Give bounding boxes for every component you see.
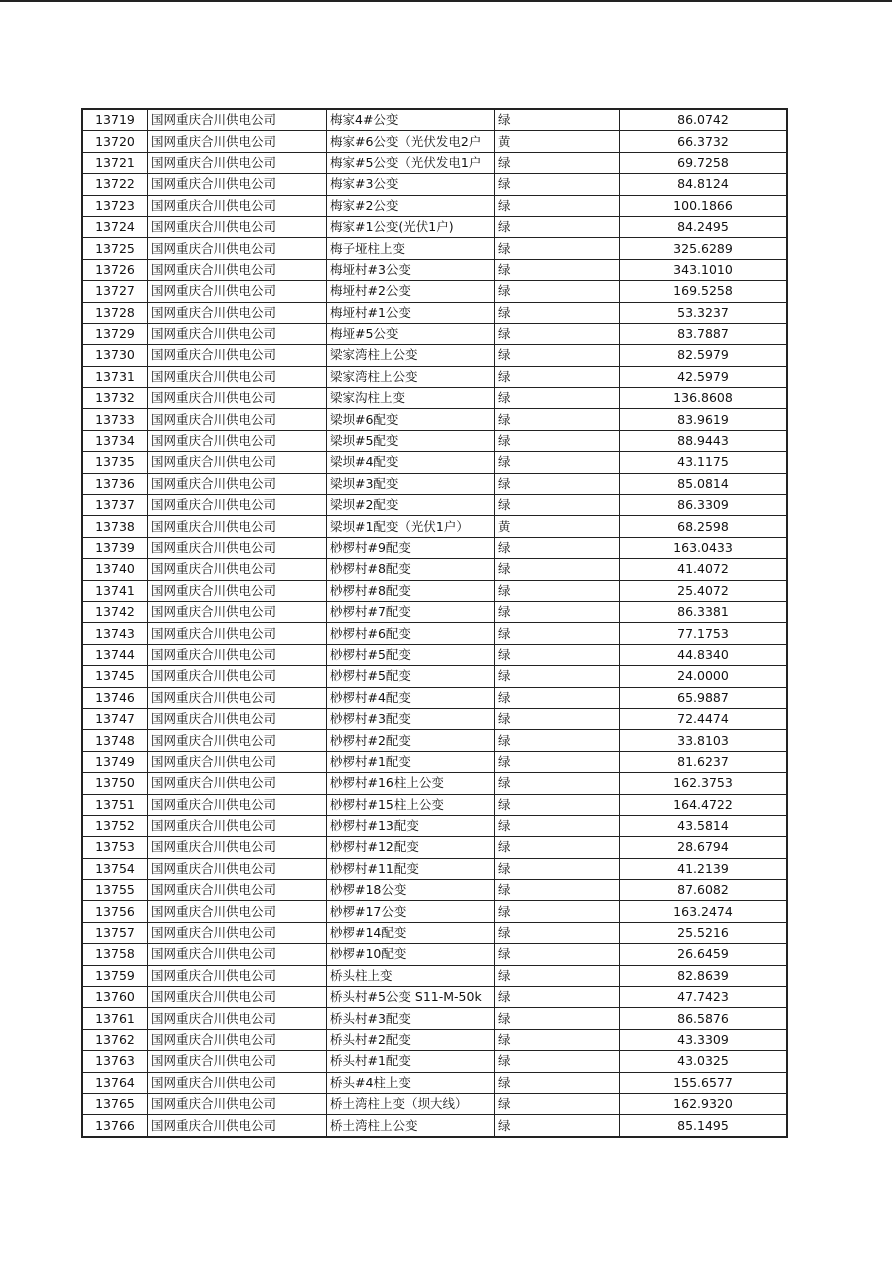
table-row <box>82 965 787 986</box>
status-cell: 绿 <box>495 965 620 986</box>
table-row <box>82 1029 787 1050</box>
table-row <box>82 901 787 922</box>
table-row <box>82 987 787 1008</box>
value-cell: 28.6794 <box>620 837 788 858</box>
table-row <box>82 516 787 537</box>
row-id-cell: 13759 <box>82 965 148 986</box>
value-cell: 85.1495 <box>620 1115 788 1137</box>
row-id-cell: 13735 <box>82 452 148 473</box>
status-cell: 绿 <box>495 944 620 965</box>
table-row <box>82 259 787 280</box>
transformer-name-cell: 桥头村#3配变 <box>327 1008 495 1029</box>
transformer-name-cell: 梅家#2公变 <box>327 195 495 216</box>
company-cell: 国网重庆合川供电公司 <box>148 259 327 280</box>
transformer-name-cell: 桥头柱上变 <box>327 965 495 986</box>
value-cell: 41.2139 <box>620 858 788 879</box>
value-cell: 25.5216 <box>620 922 788 943</box>
table-row <box>82 644 787 665</box>
company-cell: 国网重庆合川供电公司 <box>148 901 327 922</box>
company-cell: 国网重庆合川供电公司 <box>148 345 327 366</box>
company-cell: 国网重庆合川供电公司 <box>148 944 327 965</box>
status-cell: 绿 <box>495 195 620 216</box>
table-row <box>82 152 787 173</box>
transformer-name-cell: 梅家#1公变(光伏1户) <box>327 216 495 237</box>
row-id-cell: 13760 <box>82 987 148 1008</box>
row-id-cell: 13748 <box>82 730 148 751</box>
row-id-cell: 13746 <box>82 687 148 708</box>
value-cell: 155.6577 <box>620 1072 788 1093</box>
company-cell: 国网重庆合川供电公司 <box>148 794 327 815</box>
transformer-name-cell: 梁坝#5配变 <box>327 430 495 451</box>
status-cell: 绿 <box>495 837 620 858</box>
company-cell: 国网重庆合川供电公司 <box>148 1072 327 1093</box>
row-id-cell: 13763 <box>82 1051 148 1072</box>
transformer-name-cell: 桫椤村#6配变 <box>327 623 495 644</box>
status-cell: 黄 <box>495 131 620 152</box>
row-id-cell: 13741 <box>82 580 148 601</box>
value-cell: 162.9320 <box>620 1093 788 1114</box>
row-id-cell: 13758 <box>82 944 148 965</box>
transformer-name-cell: 桥头#4柱上变 <box>327 1072 495 1093</box>
value-cell: 85.0814 <box>620 473 788 494</box>
transformer-name-cell: 桥土湾柱上公变 <box>327 1115 495 1137</box>
transformer-name-cell: 桫椤#10配变 <box>327 944 495 965</box>
status-cell: 绿 <box>495 880 620 901</box>
table-row <box>82 323 787 344</box>
value-cell: 65.9887 <box>620 687 788 708</box>
company-cell: 国网重庆合川供电公司 <box>148 238 327 259</box>
transformer-name-cell: 梁坝#3配变 <box>327 473 495 494</box>
transformer-name-cell: 梅垭村#2公变 <box>327 281 495 302</box>
company-cell: 国网重庆合川供电公司 <box>148 815 327 836</box>
transformer-name-cell: 桥头村#2配变 <box>327 1029 495 1050</box>
value-cell: 25.4072 <box>620 580 788 601</box>
row-id-cell: 13757 <box>82 922 148 943</box>
status-cell: 绿 <box>495 559 620 580</box>
value-cell: 88.9443 <box>620 430 788 451</box>
table-row <box>82 195 787 216</box>
company-cell: 国网重庆合川供电公司 <box>148 880 327 901</box>
table-row <box>82 174 787 195</box>
table-body <box>82 109 787 1137</box>
status-cell: 绿 <box>495 495 620 516</box>
company-cell: 国网重庆合川供电公司 <box>148 1093 327 1114</box>
row-id-cell: 13722 <box>82 174 148 195</box>
company-cell: 国网重庆合川供电公司 <box>148 687 327 708</box>
value-cell: 26.6459 <box>620 944 788 965</box>
table-row <box>82 794 787 815</box>
table-row <box>82 302 787 323</box>
value-cell: 66.3732 <box>620 131 788 152</box>
value-cell: 163.2474 <box>620 901 788 922</box>
table-row <box>82 537 787 558</box>
transformer-name-cell: 梁坝#4配变 <box>327 452 495 473</box>
company-cell: 国网重庆合川供电公司 <box>148 644 327 665</box>
row-id-cell: 13736 <box>82 473 148 494</box>
table-row <box>82 409 787 430</box>
table-row <box>82 773 787 794</box>
table-row <box>82 730 787 751</box>
value-cell: 86.3381 <box>620 601 788 622</box>
status-cell: 绿 <box>495 794 620 815</box>
transformer-name-cell: 桫椤#18公变 <box>327 880 495 901</box>
company-cell: 国网重庆合川供电公司 <box>148 131 327 152</box>
row-id-cell: 13764 <box>82 1072 148 1093</box>
company-cell: 国网重庆合川供电公司 <box>148 473 327 494</box>
page-top-border <box>0 0 892 2</box>
row-id-cell: 13762 <box>82 1029 148 1050</box>
transformer-name-cell: 桫椤村#2配变 <box>327 730 495 751</box>
value-cell: 43.0325 <box>620 1051 788 1072</box>
value-cell: 68.2598 <box>620 516 788 537</box>
transformer-name-cell: 桫椤村#8配变 <box>327 580 495 601</box>
row-id-cell: 13754 <box>82 858 148 879</box>
value-cell: 162.3753 <box>620 773 788 794</box>
company-cell: 国网重庆合川供电公司 <box>148 559 327 580</box>
row-id-cell: 13745 <box>82 666 148 687</box>
status-cell: 绿 <box>495 730 620 751</box>
status-cell: 绿 <box>495 1093 620 1114</box>
transformer-name-cell: 梁坝#6配变 <box>327 409 495 430</box>
transformer-name-cell: 桥头村#1配变 <box>327 1051 495 1072</box>
company-cell: 国网重庆合川供电公司 <box>148 216 327 237</box>
table-row <box>82 815 787 836</box>
row-id-cell: 13729 <box>82 323 148 344</box>
transformer-name-cell: 桫椤#14配变 <box>327 922 495 943</box>
table-row <box>82 687 787 708</box>
transformer-name-cell: 桫椤村#13配变 <box>327 815 495 836</box>
value-cell: 41.4072 <box>620 559 788 580</box>
row-id-cell: 13728 <box>82 302 148 323</box>
row-id-cell: 13755 <box>82 880 148 901</box>
company-cell: 国网重庆合川供电公司 <box>148 174 327 195</box>
table-row <box>82 216 787 237</box>
company-cell: 国网重庆合川供电公司 <box>148 601 327 622</box>
table-row <box>82 837 787 858</box>
company-cell: 国网重庆合川供电公司 <box>148 751 327 772</box>
status-cell: 绿 <box>495 430 620 451</box>
company-cell: 国网重庆合川供电公司 <box>148 623 327 644</box>
row-id-cell: 13730 <box>82 345 148 366</box>
company-cell: 国网重庆合川供电公司 <box>148 430 327 451</box>
transformer-name-cell: 桫椤村#8配变 <box>327 559 495 580</box>
company-cell: 国网重庆合川供电公司 <box>148 388 327 409</box>
value-cell: 43.1175 <box>620 452 788 473</box>
company-cell: 国网重庆合川供电公司 <box>148 837 327 858</box>
row-id-cell: 13756 <box>82 901 148 922</box>
company-cell: 国网重庆合川供电公司 <box>148 537 327 558</box>
transformer-name-cell: 梅家#3公变 <box>327 174 495 195</box>
status-cell: 绿 <box>495 452 620 473</box>
transformer-name-cell: 桫椤#17公变 <box>327 901 495 922</box>
table-row <box>82 858 787 879</box>
transformer-name-cell: 桥头村#5公变 S11-M-50k <box>327 987 495 1008</box>
status-cell: 绿 <box>495 174 620 195</box>
row-id-cell: 13747 <box>82 708 148 729</box>
table-row <box>82 1051 787 1072</box>
value-cell: 69.7258 <box>620 152 788 173</box>
table-row <box>82 666 787 687</box>
transformer-name-cell: 桫椤村#3配变 <box>327 708 495 729</box>
row-id-cell: 13761 <box>82 1008 148 1029</box>
value-cell: 81.6237 <box>620 751 788 772</box>
table-row <box>82 1093 787 1114</box>
status-cell: 绿 <box>495 922 620 943</box>
value-cell: 325.6289 <box>620 238 788 259</box>
status-cell: 绿 <box>495 1115 620 1137</box>
company-cell: 国网重庆合川供电公司 <box>148 452 327 473</box>
value-cell: 72.4474 <box>620 708 788 729</box>
company-cell: 国网重庆合川供电公司 <box>148 516 327 537</box>
transformer-name-cell: 桫椤村#5配变 <box>327 644 495 665</box>
table-row <box>82 131 787 152</box>
company-cell: 国网重庆合川供电公司 <box>148 409 327 430</box>
row-id-cell: 13720 <box>82 131 148 152</box>
company-cell: 国网重庆合川供电公司 <box>148 1008 327 1029</box>
value-cell: 83.9619 <box>620 409 788 430</box>
transformer-data-table <box>81 108 788 1138</box>
row-id-cell: 13724 <box>82 216 148 237</box>
company-cell: 国网重庆合川供电公司 <box>148 302 327 323</box>
status-cell: 绿 <box>495 238 620 259</box>
company-cell: 国网重庆合川供电公司 <box>148 195 327 216</box>
transformer-name-cell: 梁家湾柱上公变 <box>327 366 495 387</box>
company-cell: 国网重庆合川供电公司 <box>148 109 327 131</box>
value-cell: 82.8639 <box>620 965 788 986</box>
transformer-name-cell: 桫椤村#11配变 <box>327 858 495 879</box>
row-id-cell: 13740 <box>82 559 148 580</box>
value-cell: 169.5258 <box>620 281 788 302</box>
company-cell: 国网重庆合川供电公司 <box>148 987 327 1008</box>
status-cell: 绿 <box>495 259 620 280</box>
status-cell: 绿 <box>495 409 620 430</box>
status-cell: 绿 <box>495 687 620 708</box>
row-id-cell: 13726 <box>82 259 148 280</box>
row-id-cell: 13753 <box>82 837 148 858</box>
status-cell: 绿 <box>495 109 620 131</box>
company-cell: 国网重庆合川供电公司 <box>148 922 327 943</box>
row-id-cell: 13737 <box>82 495 148 516</box>
transformer-name-cell: 桥土湾柱上变（坝大线） <box>327 1093 495 1114</box>
table-row <box>82 1008 787 1029</box>
table-row <box>82 452 787 473</box>
value-cell: 83.7887 <box>620 323 788 344</box>
transformer-name-cell: 梅垭村#1公变 <box>327 302 495 323</box>
transformer-name-cell: 梅家4#公变 <box>327 109 495 131</box>
value-cell: 44.8340 <box>620 644 788 665</box>
value-cell: 84.2495 <box>620 216 788 237</box>
company-cell: 国网重庆合川供电公司 <box>148 708 327 729</box>
value-cell: 24.0000 <box>620 666 788 687</box>
value-cell: 47.7423 <box>620 987 788 1008</box>
company-cell: 国网重庆合川供电公司 <box>148 281 327 302</box>
row-id-cell: 13732 <box>82 388 148 409</box>
table-row <box>82 473 787 494</box>
company-cell: 国网重庆合川供电公司 <box>148 666 327 687</box>
company-cell: 国网重庆合川供电公司 <box>148 773 327 794</box>
value-cell: 82.5979 <box>620 345 788 366</box>
table-row <box>82 922 787 943</box>
status-cell: 绿 <box>495 1008 620 1029</box>
table-row <box>82 751 787 772</box>
value-cell: 164.4722 <box>620 794 788 815</box>
company-cell: 国网重庆合川供电公司 <box>148 965 327 986</box>
table-row <box>82 238 787 259</box>
status-cell: 绿 <box>495 987 620 1008</box>
row-id-cell: 13750 <box>82 773 148 794</box>
company-cell: 国网重庆合川供电公司 <box>148 730 327 751</box>
transformer-name-cell: 梁坝#2配变 <box>327 495 495 516</box>
company-cell: 国网重庆合川供电公司 <box>148 1029 327 1050</box>
transformer-name-cell: 桫椤村#1配变 <box>327 751 495 772</box>
status-cell: 绿 <box>495 601 620 622</box>
status-cell: 绿 <box>495 366 620 387</box>
row-id-cell: 13766 <box>82 1115 148 1137</box>
value-cell: 86.0742 <box>620 109 788 131</box>
table-row <box>82 601 787 622</box>
table-row <box>82 430 787 451</box>
row-id-cell: 13752 <box>82 815 148 836</box>
table-row <box>82 559 787 580</box>
table-row <box>82 109 787 131</box>
company-cell: 国网重庆合川供电公司 <box>148 323 327 344</box>
row-id-cell: 13751 <box>82 794 148 815</box>
transformer-name-cell: 桫椤村#9配变 <box>327 537 495 558</box>
value-cell: 33.8103 <box>620 730 788 751</box>
status-cell: 绿 <box>495 666 620 687</box>
table-row <box>82 944 787 965</box>
transformer-name-cell: 桫椤村#15柱上公变 <box>327 794 495 815</box>
transformer-name-cell: 桫椤村#16柱上公变 <box>327 773 495 794</box>
row-id-cell: 13765 <box>82 1093 148 1114</box>
row-id-cell: 13725 <box>82 238 148 259</box>
table-row <box>82 880 787 901</box>
transformer-name-cell: 梅家#6公变（光伏发电2户 <box>327 131 495 152</box>
status-cell: 绿 <box>495 644 620 665</box>
company-cell: 国网重庆合川供电公司 <box>148 1115 327 1137</box>
value-cell: 136.8608 <box>620 388 788 409</box>
status-cell: 绿 <box>495 901 620 922</box>
status-cell: 绿 <box>495 623 620 644</box>
company-cell: 国网重庆合川供电公司 <box>148 1051 327 1072</box>
value-cell: 77.1753 <box>620 623 788 644</box>
row-id-cell: 13719 <box>82 109 148 131</box>
status-cell: 绿 <box>495 1051 620 1072</box>
status-cell: 绿 <box>495 815 620 836</box>
value-cell: 343.1010 <box>620 259 788 280</box>
status-cell: 绿 <box>495 152 620 173</box>
row-id-cell: 13721 <box>82 152 148 173</box>
transformer-name-cell: 梅垭#5公变 <box>327 323 495 344</box>
table-row <box>82 281 787 302</box>
status-cell: 绿 <box>495 1072 620 1093</box>
value-cell: 43.3309 <box>620 1029 788 1050</box>
value-cell: 86.3309 <box>620 495 788 516</box>
transformer-name-cell: 桫椤村#12配变 <box>327 837 495 858</box>
value-cell: 84.8124 <box>620 174 788 195</box>
status-cell: 绿 <box>495 537 620 558</box>
company-cell: 国网重庆合川供电公司 <box>148 858 327 879</box>
status-cell: 绿 <box>495 1029 620 1050</box>
status-cell: 黄 <box>495 516 620 537</box>
row-id-cell: 13723 <box>82 195 148 216</box>
table-row <box>82 1072 787 1093</box>
transformer-name-cell: 桫椤村#4配变 <box>327 687 495 708</box>
status-cell: 绿 <box>495 345 620 366</box>
status-cell: 绿 <box>495 281 620 302</box>
transformer-name-cell: 梁家沟柱上变 <box>327 388 495 409</box>
company-cell: 国网重庆合川供电公司 <box>148 152 327 173</box>
status-cell: 绿 <box>495 388 620 409</box>
transformer-name-cell: 桫椤村#5配变 <box>327 666 495 687</box>
table-row <box>82 366 787 387</box>
row-id-cell: 13749 <box>82 751 148 772</box>
row-id-cell: 13734 <box>82 430 148 451</box>
table-row <box>82 495 787 516</box>
row-id-cell: 13743 <box>82 623 148 644</box>
value-cell: 163.0433 <box>620 537 788 558</box>
status-cell: 绿 <box>495 708 620 729</box>
table-row <box>82 708 787 729</box>
value-cell: 42.5979 <box>620 366 788 387</box>
row-id-cell: 13727 <box>82 281 148 302</box>
row-id-cell: 13731 <box>82 366 148 387</box>
status-cell: 绿 <box>495 473 620 494</box>
company-cell: 国网重庆合川供电公司 <box>148 580 327 601</box>
row-id-cell: 13733 <box>82 409 148 430</box>
transformer-name-cell: 梅家#5公变（光伏发电1户 <box>327 152 495 173</box>
status-cell: 绿 <box>495 302 620 323</box>
value-cell: 53.3237 <box>620 302 788 323</box>
company-cell: 国网重庆合川供电公司 <box>148 366 327 387</box>
table-row <box>82 580 787 601</box>
value-cell: 87.6082 <box>620 880 788 901</box>
transformer-name-cell: 梁家湾柱上公变 <box>327 345 495 366</box>
status-cell: 绿 <box>495 858 620 879</box>
row-id-cell: 13739 <box>82 537 148 558</box>
value-cell: 100.1866 <box>620 195 788 216</box>
value-cell: 86.5876 <box>620 1008 788 1029</box>
status-cell: 绿 <box>495 323 620 344</box>
row-id-cell: 13742 <box>82 601 148 622</box>
status-cell: 绿 <box>495 580 620 601</box>
status-cell: 绿 <box>495 216 620 237</box>
row-id-cell: 13744 <box>82 644 148 665</box>
table-row <box>82 388 787 409</box>
company-cell: 国网重庆合川供电公司 <box>148 495 327 516</box>
value-cell: 43.5814 <box>620 815 788 836</box>
status-cell: 绿 <box>495 751 620 772</box>
transformer-name-cell: 梅子垭柱上变 <box>327 238 495 259</box>
row-id-cell: 13738 <box>82 516 148 537</box>
table-row <box>82 1115 787 1137</box>
status-cell: 绿 <box>495 773 620 794</box>
table-row <box>82 623 787 644</box>
transformer-name-cell: 梁坝#1配变（光伏1户） <box>327 516 495 537</box>
table-row <box>82 345 787 366</box>
transformer-name-cell: 桫椤村#7配变 <box>327 601 495 622</box>
transformer-name-cell: 梅垭村#3公变 <box>327 259 495 280</box>
